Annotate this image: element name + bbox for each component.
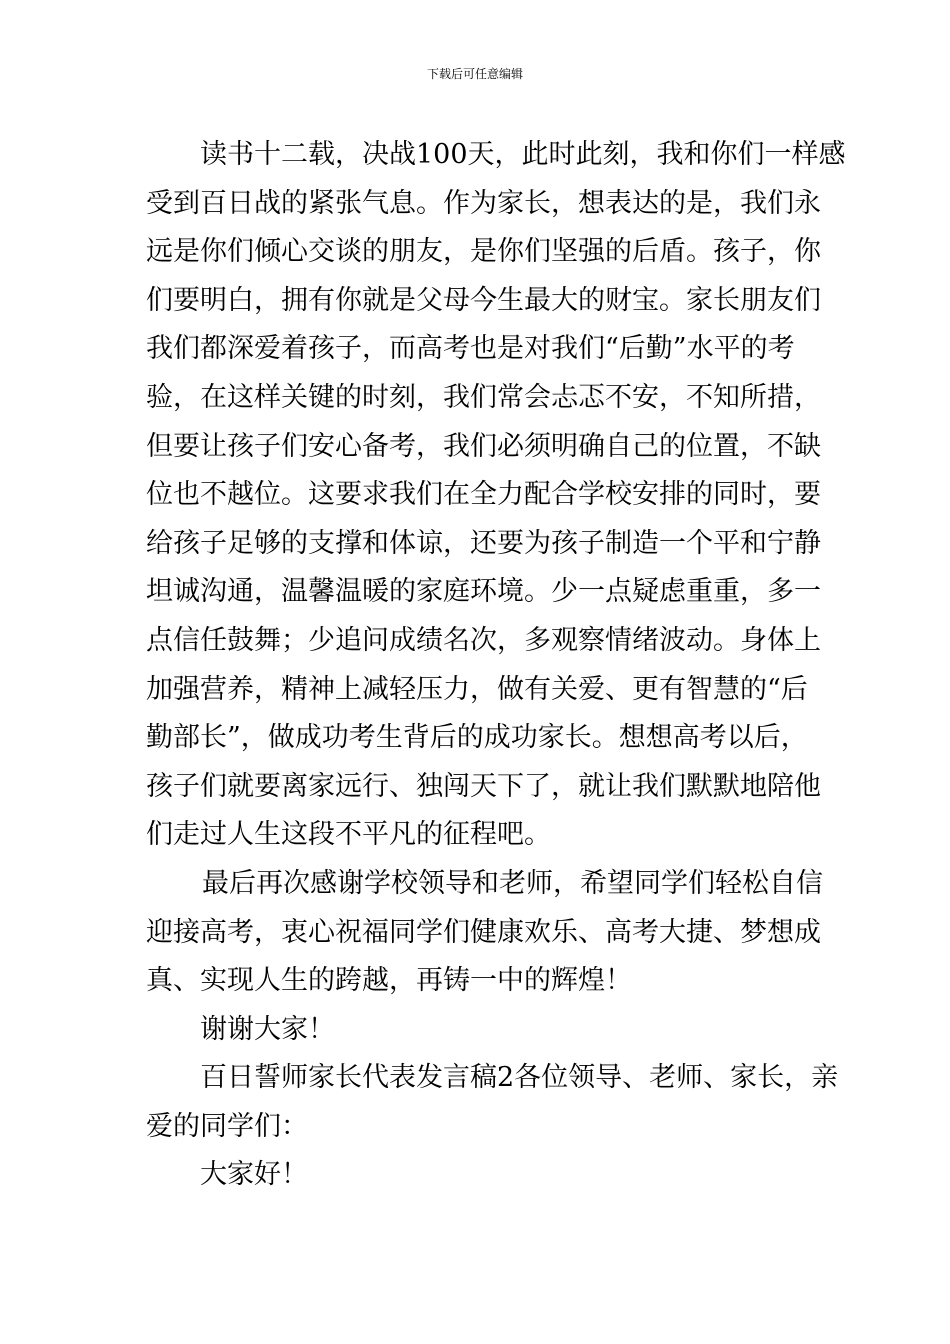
paragraph-parent-message <box>146 131 846 860</box>
text-line: 孩子们就要离家远行、独闯天下了，就让我们默默地陪他 <box>146 770 821 802</box>
paragraph-speech-title <box>146 1054 839 1151</box>
text-line: 勤部长”，做成功考生背后的成功家长。想想高考以后， <box>146 722 808 754</box>
text-line: 爱的同学们： <box>146 1110 308 1142</box>
text-line: 坦诚沟通，温馨温暖的家庭环境。少一点疑虑重重，多一 <box>146 576 821 608</box>
text-line: 验，在这样关键的时刻，我们常会忐忑不安，不知所措， <box>146 381 821 413</box>
text-line: 受到百日战的紧张气息。作为家长，想表达的是，我们永 <box>146 187 821 219</box>
text-line: 迎接高考，衷心祝福同学们健康欢乐、高考大捷、梦想成 <box>146 916 821 948</box>
text-line: 点信任鼓舞；少追问成绩名次，多观察情绪波动。身体上 <box>146 624 821 656</box>
paragraph-thanks <box>146 1006 808 1055</box>
text-line: 读书十二载，决战100天，此时此刻，我和你们一样感 <box>200 139 846 170</box>
text-line: 我们都深爱着孩子，而高考也是对我们“后勤”水平的考 <box>146 333 795 365</box>
text-line: 远是你们倾心交谈的朋友，是你们坚强的后盾。孩子，你 <box>146 236 821 268</box>
paragraph-greeting <box>146 1151 808 1200</box>
text-line: 加强营养，精神上减轻压力，做有关爱、更有智慧的“后 <box>146 673 808 705</box>
text-line: 百日誓师家长代表发言稿2各位领导、老师、家长，亲 <box>200 1062 839 1094</box>
text-line: 们要明白，拥有你就是父母今生最大的财宝。家长朋友们 <box>146 284 821 316</box>
text-line: 位也不越位。这要求我们在全力配合学校安排的同时，要 <box>146 479 821 511</box>
text-line: 谢谢大家！ <box>200 1013 335 1045</box>
paragraph-closing-wishes <box>146 860 823 1006</box>
text-line: 但要让孩子们安心备考，我们必须明确自己的位置，不缺 <box>146 430 821 462</box>
text-line: 们走过人生这段不平凡的征程吧。 <box>146 819 551 851</box>
text-line: 给孩子足够的支撑和体谅，还要为孩子制造一个平和宁静 <box>146 527 821 559</box>
text-line: 最后再次感谢学校领导和老师，希望同学们轻松自信 <box>202 867 823 899</box>
text-line: 真、实现人生的跨越，再铸一中的辉煌！ <box>146 965 632 997</box>
document-body <box>146 131 846 1200</box>
page-header-note: 下载后可任意编辑 <box>426 67 523 81</box>
text-line: 大家好！ <box>200 1159 308 1191</box>
